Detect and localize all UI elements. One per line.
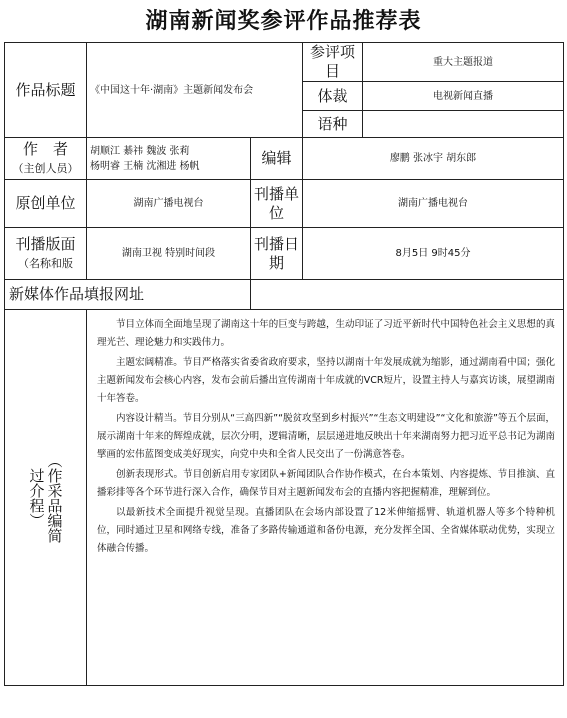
- genre-label: 体裁: [303, 82, 363, 111]
- author-label: [5, 138, 87, 180]
- broadcast-date-label: 刊播日期: [251, 228, 303, 280]
- intro-content: [87, 310, 564, 686]
- layout-label-main: 刊播版面: [15, 234, 76, 253]
- layout-label: [5, 228, 87, 280]
- broadcast-date-value: 8月5日 9时45分: [303, 228, 564, 280]
- intro-paragraph: 节目立体而全面地呈现了湖南这十年的巨变与跨越，生动印证了习近平新时代中国特色社会主义思想的真理光芒、理论魅力和实践伟力。: [97, 319, 555, 348]
- intro-label: [5, 310, 87, 686]
- layout-value: 湖南卫视 特别时间段: [87, 228, 251, 280]
- category-value: 重大主题报道: [363, 43, 564, 82]
- page-title: 湖南新闻奖参评作品推荐表: [145, 8, 422, 34]
- work-title-value: 《中国这十年·湖南》主题新闻发布会: [87, 43, 303, 138]
- language-value: [363, 111, 564, 138]
- intro-paragraph: 主题宏阔精准。节目严格落实省委省政府要求，坚持以湖南十年发展成就为缩影，通过湖南看中国；强化主题新闻发布会核心内容，发布会前后播出宣传湖南十年成就的VCR短片，设置主持人与嘉宾访谈，展望湖南十年答卷。: [97, 357, 555, 404]
- recommendation-form: [4, 42, 564, 686]
- genre-value: 电视新闻直播: [363, 82, 564, 111]
- intro-paragraph: 以最新技术全面提升视觉呈现。直播团队在会场内部设置了12米伸缩摇臂、轨道机器人等多个特种机位，同时通过卫星和网络专线，准备了多路传输通道和备份电源，充分发挥全国、全省媒体联动优势，实现立体融合传播。: [97, 507, 555, 554]
- new-media-url-label: 新媒体作品填报网址: [5, 280, 251, 310]
- origin-unit-value: 湖南广播电视台: [87, 180, 251, 228]
- layout-label-sub: （名称和版: [18, 256, 73, 270]
- author-label-main: 作 者: [22, 139, 68, 158]
- editor-label: 编辑: [251, 138, 303, 180]
- authors-line-2: 杨明睿 王楠 沈湘进 杨帆: [90, 160, 200, 172]
- new-media-url-value: [251, 280, 564, 310]
- category-label: 参评项目: [303, 43, 363, 82]
- authors-value: [87, 138, 251, 180]
- intro-label-vertical: （作采品编简过介程）: [27, 452, 64, 543]
- work-title-label: 作品标题: [5, 43, 87, 138]
- editors-value: 廖鹏 张冰宇 胡东郎: [303, 138, 564, 180]
- language-label: 语种: [303, 111, 363, 138]
- author-label-sub: （主创人员）: [12, 161, 79, 175]
- authors-line-1: 胡顺江 綦祎 魏波 张莉: [90, 145, 190, 157]
- broadcast-unit-value: 湖南广播电视台: [303, 180, 564, 228]
- intro-paragraph: 内容设计精当。节目分别从“三高四新”“脱贫攻坚到乡村振兴”“生态文明建设”“文化和旅游”等五个层面，展示湖南十年来的辉煌成就，层次分明，逻辑清晰，层层递进地反映出十年来湖南努力把习近平总书记为湖南擘画的宏伟蓝图变成美好现实，向党中央和全省人民交出了一份满意答卷。: [97, 413, 555, 460]
- broadcast-unit-label: 刊播单位: [251, 180, 303, 228]
- intro-paragraph: 创新表现形式。节目创新启用专家团队+新闻团队合作协作模式，在台本策划、内容提炼、节目推演、直播彩排等各个环节进行深入合作，确保节目对主题新闻发布会的直播内容把握精准，理解到位。: [97, 469, 555, 498]
- origin-unit-label: 原创单位: [5, 180, 87, 228]
